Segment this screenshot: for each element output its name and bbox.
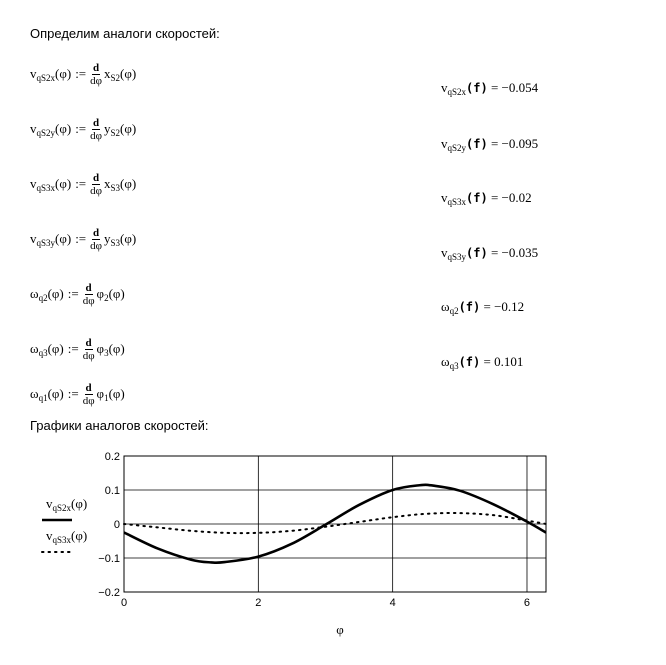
result-argument: (f) (466, 246, 488, 260)
lhs-subscript: qS2x (36, 72, 56, 83)
result-symbol: v (441, 245, 448, 260)
result-value: = 0.101 (480, 354, 524, 369)
result-subscript: qS3x (447, 197, 467, 207)
lhs-argument: (φ) (47, 385, 64, 401)
result-value: = −0.12 (480, 299, 525, 314)
result-symbol: v (441, 136, 448, 151)
rhs-symbol: y (104, 230, 111, 246)
rhs-subscript: S2 (110, 127, 121, 138)
lhs-argument: (φ) (55, 65, 72, 81)
lhs-symbol: ω (30, 285, 39, 301)
x-tick-label: 6 (523, 597, 531, 609)
legend-entry (46, 528, 87, 545)
lhs-symbol: v (30, 230, 37, 246)
result-subscript: q2 (449, 306, 459, 316)
rhs-argument: (φ) (108, 385, 125, 401)
result-symbol: v (441, 80, 448, 95)
lhs-subscript: qS2y (36, 127, 56, 138)
fraction-denominator: dφ (90, 74, 102, 87)
result-argument: (f) (458, 355, 481, 369)
result-symbol: v (441, 190, 448, 205)
series-line-vqS3x (124, 513, 546, 533)
lhs-argument: (φ) (55, 230, 72, 246)
fraction-denominator: dφ (90, 239, 102, 252)
y-tick-label: 0.1 (104, 485, 120, 497)
lhs-symbol: ω (30, 340, 39, 356)
fraction-denominator: dφ (90, 129, 102, 142)
fraction-numerator: d (93, 116, 100, 129)
lhs-symbol: v (30, 175, 37, 191)
fraction-numerator: d (85, 336, 92, 349)
lhs-subscript: q3 (38, 347, 48, 358)
rhs-subscript: 2 (104, 292, 109, 303)
section-title-graphs: Графики аналогов скоростей: (30, 418, 209, 433)
x-tick-label: 2 (255, 597, 262, 609)
assign-operator: := (67, 386, 79, 401)
assign-operator: := (75, 66, 87, 81)
result-symbol: ω (441, 299, 450, 314)
legend-argument: (φ) (71, 496, 88, 511)
fraction-denominator: dφ (82, 294, 95, 307)
lhs-argument: (φ) (47, 340, 64, 356)
rhs-argument: (φ) (120, 175, 137, 191)
rhs-symbol: x (104, 175, 111, 191)
legend-argument: (φ) (71, 528, 88, 543)
rhs-symbol: x (104, 65, 111, 81)
rhs-symbol: y (104, 120, 111, 136)
y-tick-label: 0.2 (104, 451, 120, 463)
rhs-argument: (φ) (108, 340, 125, 356)
legend-subscript: qS3x (52, 535, 72, 545)
rhs-argument: (φ) (120, 65, 137, 81)
lhs-symbol: v (30, 120, 37, 136)
fraction-denominator: dφ (82, 349, 95, 362)
legend-symbol: v (46, 496, 53, 511)
assign-operator: := (75, 231, 87, 246)
fraction-denominator: dφ (90, 184, 102, 197)
lhs-argument: (φ) (55, 120, 72, 136)
result-value: = −0.054 (487, 80, 539, 95)
assign-operator: := (75, 121, 87, 136)
fraction-numerator: d (85, 281, 92, 294)
rhs-symbol: φ (96, 285, 105, 301)
result-argument: (f) (466, 191, 488, 205)
section-title-velocities: Определим аналоги скоростей: (30, 26, 220, 41)
result-subscript: qS2x (447, 87, 467, 97)
fraction-denominator: dφ (82, 394, 95, 407)
x-tick-label: 0 (120, 597, 128, 609)
legend-subscript: qS2x (52, 503, 72, 513)
x-axis-label: φ (336, 622, 344, 637)
lhs-subscript: q1 (38, 392, 48, 403)
rhs-argument: (φ) (120, 230, 137, 246)
assign-operator: := (67, 286, 79, 301)
rhs-subscript: S2 (110, 72, 121, 83)
rhs-subscript: S3 (110, 237, 121, 248)
lhs-symbol: ω (30, 385, 39, 401)
legend-entry (46, 496, 87, 513)
result-symbol: ω (441, 354, 450, 369)
rhs-argument: (φ) (108, 285, 125, 301)
fraction-numerator: d (85, 381, 92, 394)
fraction-numerator: d (93, 171, 100, 184)
lhs-subscript: qS3x (36, 182, 56, 193)
fraction-numerator: d (93, 226, 100, 239)
rhs-subscript: 3 (104, 347, 109, 358)
result-argument: (f) (466, 137, 488, 151)
result-value: = −0.095 (487, 136, 539, 151)
rhs-symbol: φ (96, 340, 105, 356)
assign-operator: := (75, 176, 87, 191)
lhs-subscript: qS3y (36, 237, 56, 248)
lhs-argument: (φ) (47, 285, 64, 301)
x-tick-label: 4 (389, 597, 396, 609)
lhs-argument: (φ) (55, 175, 72, 191)
result-value: = −0.02 (487, 190, 532, 205)
rhs-argument: (φ) (120, 120, 137, 136)
lhs-symbol: v (30, 65, 37, 81)
fraction-numerator: d (93, 61, 100, 74)
rhs-subscript: S3 (110, 182, 121, 193)
rhs-subscript: 1 (104, 392, 109, 403)
y-tick-label: 0 (113, 519, 120, 531)
legend-symbol: v (46, 528, 53, 543)
lhs-subscript: q2 (38, 292, 48, 303)
y-tick-label: −0.1 (98, 553, 120, 565)
result-argument: (f) (458, 300, 481, 314)
result-argument: (f) (466, 81, 488, 95)
assign-operator: := (67, 341, 79, 356)
result-subscript: qS2y (447, 143, 467, 153)
y-tick-label: −0.2 (98, 587, 120, 599)
result-subscript: qS3y (447, 252, 467, 262)
rhs-symbol: φ (96, 385, 105, 401)
result-subscript: q3 (449, 361, 459, 371)
result-value: = −0.035 (487, 245, 539, 260)
